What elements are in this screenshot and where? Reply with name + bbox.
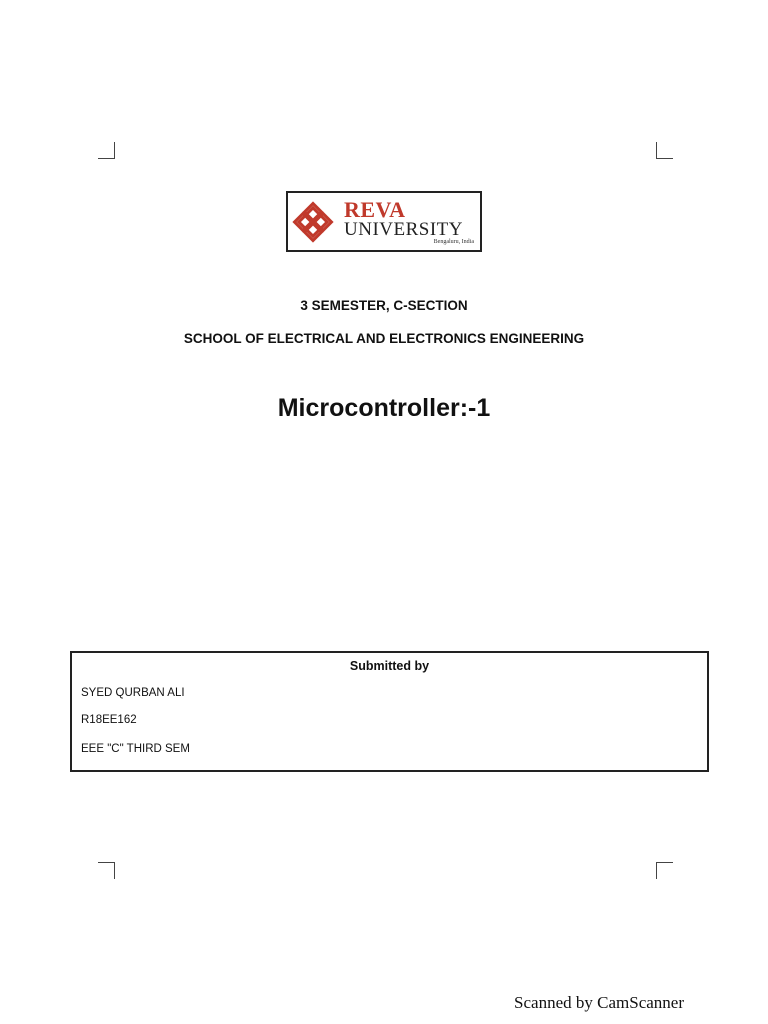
crop-mark-bottom-left <box>98 862 115 879</box>
university-logo <box>286 191 482 252</box>
semester-heading: 3 SEMESTER, C-SECTION <box>300 298 468 313</box>
logo-subtitle: UNIVERSITY <box>344 219 463 240</box>
submitted-by-label: Submitted by <box>349 659 430 673</box>
school-heading: SCHOOL OF ELECTRICAL AND ELECTRONICS ENGINEERING <box>183 331 585 346</box>
student-name: SYED QURBAN ALI <box>81 687 185 699</box>
student-usn: R18EE162 <box>81 714 137 726</box>
student-class: EEE "C" THIRD SEM <box>81 743 190 755</box>
crop-mark-top-right <box>656 142 673 159</box>
scanner-watermark: Scanned by CamScanner <box>514 993 684 1012</box>
submission-box <box>70 651 709 772</box>
logo-tagline: Bengaluru, India <box>433 239 474 245</box>
crop-mark-bottom-right <box>656 862 673 879</box>
crop-mark-top-left <box>98 142 115 159</box>
document-title: Microcontroller:-1 <box>277 394 491 422</box>
logo-wordmark: REVA <box>344 197 406 222</box>
reva-knot-logo-icon <box>292 201 334 243</box>
